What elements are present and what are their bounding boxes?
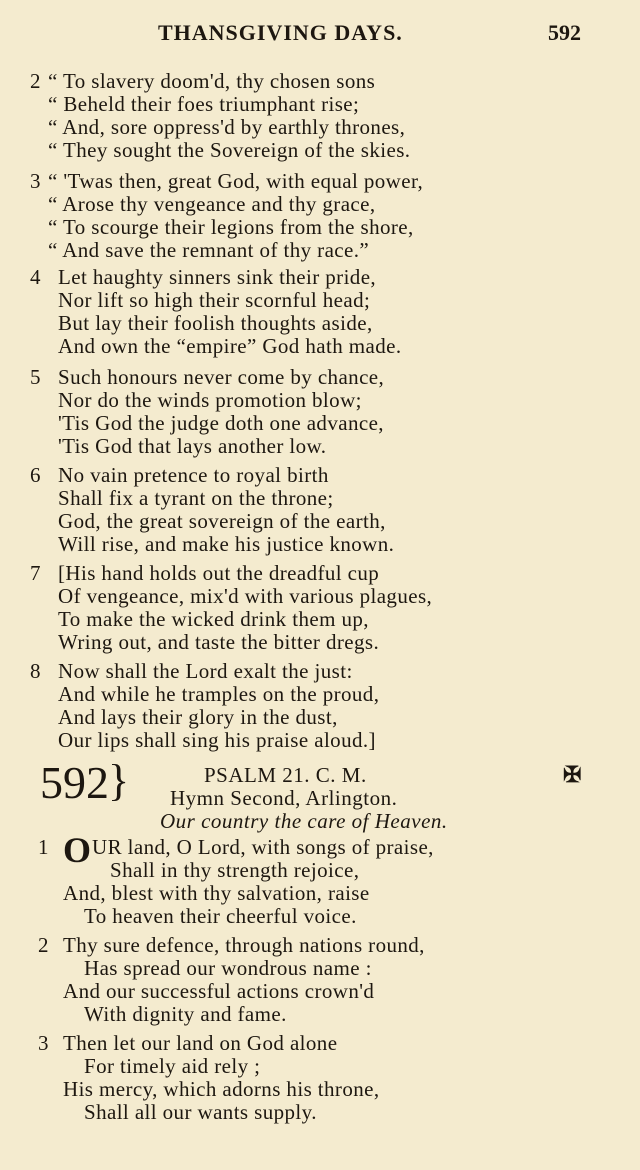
verse-line: “ To scourge their legions from the shore, xyxy=(48,215,414,239)
verse-line: Shall fix a tyrant on the throne; xyxy=(58,486,334,510)
verse-line: Thy sure defence, through nations round, xyxy=(63,933,425,957)
verse-line: And our successful actions crown'd xyxy=(63,979,375,1003)
verse-line: “ Beheld their foes triumphant rise; xyxy=(48,92,360,116)
verse-line: To heaven their cheerful voice. xyxy=(84,904,357,928)
verse-line: But lay their foolish thoughts aside, xyxy=(58,311,373,335)
running-head: THANSGIVING DAYS. xyxy=(158,20,403,45)
stanza-number: 6 xyxy=(30,463,41,487)
verse-line: Of vengeance, mix'd with various plagues, xyxy=(58,584,433,608)
verse-line: 'Tis God that lays another low. xyxy=(58,434,327,458)
cross-mark-icon: ✠ xyxy=(563,762,582,787)
verse-line: Our lips shall sing his praise aloud.] xyxy=(58,728,376,752)
tune-name: Hymn Second, Arlington. xyxy=(170,786,398,810)
stanza-number: 4 xyxy=(30,265,41,289)
stanza-number: 5 xyxy=(30,365,41,389)
verse-line: Wring out, and taste the bitter dregs. xyxy=(58,630,380,654)
verse-line: God, the great sovereign of the earth, xyxy=(58,509,386,533)
verse-line: Such honours never come by chance, xyxy=(58,365,385,389)
verse-line: Shall in thy strength rejoice, xyxy=(110,858,360,882)
verse-line: To make the wicked drink them up, xyxy=(58,607,369,631)
verse-line: “ And save the remnant of thy race.” xyxy=(48,238,370,262)
verse-line: 'Tis God the judge doth one advance, xyxy=(58,411,384,435)
verse-line: “ To slavery doom'd, thy chosen sons xyxy=(48,69,376,93)
verse-line: “ They sought the Sovereign of the skies. xyxy=(48,138,411,162)
stanza-number: 2 xyxy=(38,933,49,957)
verse-line: With dignity and fame. xyxy=(84,1002,287,1026)
verse-line: Then let our land on God alone xyxy=(63,1031,338,1055)
verse-line: And lays their glory in the dust, xyxy=(58,705,338,729)
verse-line: And, blest with thy salvation, raise xyxy=(63,881,370,905)
verse-line: [His hand holds out the dreadful cup xyxy=(58,561,380,585)
stanza-number: 7 xyxy=(30,561,41,585)
stanza-number: 1 xyxy=(38,835,49,859)
hymn-subject: Our country the care of Heaven. xyxy=(160,809,448,833)
verse-line: Now shall the Lord exalt the just: xyxy=(58,659,353,683)
stanza-number: 3 xyxy=(38,1031,49,1055)
brace-glyph: } xyxy=(108,756,130,805)
verse-line: No vain pretence to royal birth xyxy=(58,463,329,487)
verse-line: For timely aid rely ; xyxy=(84,1054,261,1078)
stanza-number: 2 xyxy=(30,69,41,93)
verse-line: His mercy, which adorns his throne, xyxy=(63,1077,380,1101)
drop-cap: O xyxy=(63,830,92,870)
psalm-heading: PSALM 21. C. M. xyxy=(204,763,367,787)
stanza-number: 8 xyxy=(30,659,41,683)
verse-line: Shall all our wants supply. xyxy=(84,1100,317,1124)
verse-line: “ And, sore oppress'd by earthly thrones, xyxy=(48,115,406,139)
hymn-number: 592 xyxy=(40,757,109,808)
verse-line: “ 'Twas then, great God, with equal power, xyxy=(48,169,424,193)
verse-line: “ Arose thy vengeance and thy grace, xyxy=(48,192,376,216)
verse-line: Nor do the winds promotion blow; xyxy=(58,388,362,412)
verse-line: Let haughty sinners sink their pride, xyxy=(58,265,377,289)
verse-line: Has spread our wondrous name : xyxy=(84,956,372,980)
stanza-number: 3 xyxy=(30,169,41,193)
verse-line: And while he tramples on the proud, xyxy=(58,682,380,706)
verse-line: Nor lift so high their scornful head; xyxy=(58,288,371,312)
verse-line: Will rise, and make his justice known. xyxy=(58,532,395,556)
verse-line: And own the “empire” God hath made. xyxy=(58,334,402,358)
page-number: 592 xyxy=(548,20,581,45)
verse-line: UR land, O Lord, with songs of praise, xyxy=(92,835,434,859)
